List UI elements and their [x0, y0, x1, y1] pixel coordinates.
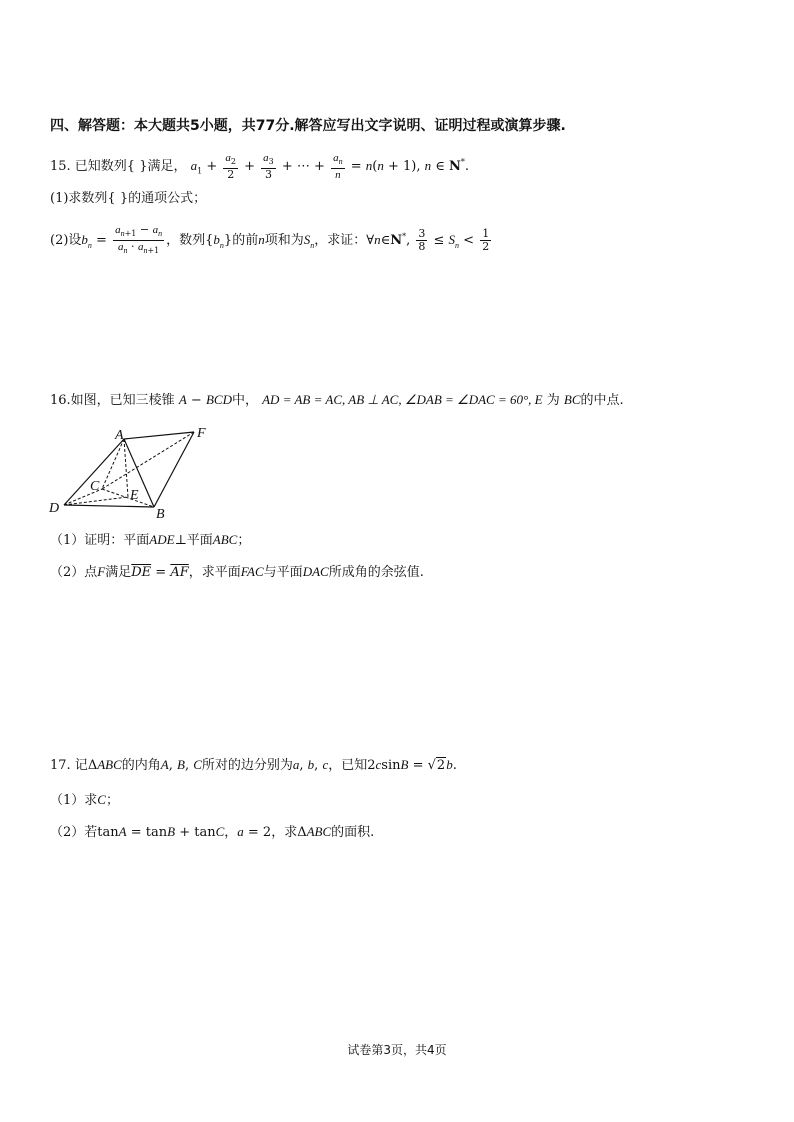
q15-stem: [50, 152, 469, 181]
q17-part2-mid2: ，求: [271, 825, 298, 840]
q16-part2-mid2: ，求平面: [188, 565, 241, 580]
q16-stem: 16.如图，已知三棱锥 A − BCD中， AD = AB = AC, AB ⊥ AC, ∠DAB = ∠DAC = 60°, E 为 BC的中点.: [50, 392, 624, 408]
q16-part2-mid3: 与平面: [263, 565, 303, 580]
label-B: B: [156, 507, 165, 519]
q15-part2-mid3: 项和为: [264, 233, 304, 249]
q15-part2-mid4: ，求证：: [314, 233, 367, 249]
q17-part2-prefix: （2）若: [50, 825, 98, 840]
label-E: E: [130, 488, 139, 503]
q17-part2: （2）若tanA = tanB + tanC，a = 2，求ΔABC的面积.: [50, 824, 375, 840]
label-A: A: [115, 428, 124, 443]
q15-forall: ∀: [366, 233, 375, 249]
q17-stem-end: .: [452, 758, 457, 773]
q17-part2-mid: ，: [224, 825, 238, 840]
q15-part2-mid: ，数列: [166, 233, 206, 249]
q17-stem: 17. 记ΔABC的内角A, B, C所对的边分别为a, b, c，已知2csinB = √2b.: [50, 757, 457, 773]
q15-part2-mid2: 的前: [232, 233, 259, 249]
q15-part2-prefix: (2)设: [50, 233, 82, 249]
q16-stem-prefix: 16.如图，已知三棱锥: [50, 393, 175, 408]
q16-stem-end: 的中点.: [580, 393, 624, 408]
q15-in: ∈: [380, 233, 391, 249]
q17-stem-mid2: 所对的边分别为: [201, 758, 293, 773]
q16-part2-end: 所成角的余弦值.: [328, 565, 424, 580]
q16-part2: （2）点F满足$\overline{DE} = \overline{AF}$，求平面FAC与平面DAC所成角的余弦值.: [50, 564, 424, 580]
edge-AD: [64, 439, 124, 505]
q17-part1-prefix: （1）求: [50, 793, 98, 808]
label-F: F: [197, 426, 206, 441]
label-C: C: [90, 479, 100, 494]
edge-DB: [64, 505, 154, 507]
label-D: D: [49, 501, 60, 516]
page-footer: 试卷第3页，共4页: [347, 1043, 447, 1057]
q17-part1: （1）求C；: [50, 792, 119, 808]
q16-part2-mid: 满足: [105, 565, 132, 580]
q15-part1: (1)求数列{ }的通项公式；: [50, 191, 207, 206]
q15-formula: $a_1$ + $\frac{a_2}{2}$ + $\frac{a_3}{3}$ + ⋯ + $\frac{a_n}{n}$ = n(n + 1), n ∈ N*.: [190, 152, 470, 182]
q16-part2-prefix: （2）点: [50, 565, 98, 580]
q15-part2: (2)设$b_n$ = $\frac{a_{n+1} - a_n}{a_n \cdot a_{n+1}}$ ，数列$\{b_n\}$的前n项和为$S_n$，求证：∀n∈N*, $\frac{3}{8}$ ≤ $S_n$ < $\frac{1}{2}$: [50, 223, 490, 256]
q17-stem-prefix: 17. 记: [50, 758, 88, 773]
q17-stem-mid3: ，已知: [328, 758, 368, 773]
q16-part1-mid: ⊥平面: [174, 533, 213, 548]
edge-FB: [154, 432, 194, 507]
q16-stem-suffix: 为: [546, 393, 560, 408]
section-heading: 四、解答题：本大题共5小题，共77分.解答应写出文字说明、证明过程或演算步骤.: [50, 118, 566, 134]
q17-part1-end: ；: [105, 793, 119, 808]
q16-part1-end: ；: [237, 533, 251, 548]
q17-stem-mid: 的内角: [121, 758, 161, 773]
edge-AC: [102, 439, 124, 489]
q16-conditions: AD = AB = AC, AB ⊥ AC, ∠DAB = ∠DAC = 60°, E: [262, 392, 543, 407]
q15-stem-prefix: 15. 已知数列{ }满足，: [50, 159, 187, 175]
q17-part2-end: 的面积.: [331, 825, 375, 840]
q16-part1-prefix: （1）证明：平面: [50, 533, 150, 548]
q16-stem-mid: 中，: [231, 393, 258, 408]
q16-part1: （1）证明：平面ADE⊥平面ABC；: [50, 532, 251, 548]
pyramid-figure: [44, 423, 234, 519]
